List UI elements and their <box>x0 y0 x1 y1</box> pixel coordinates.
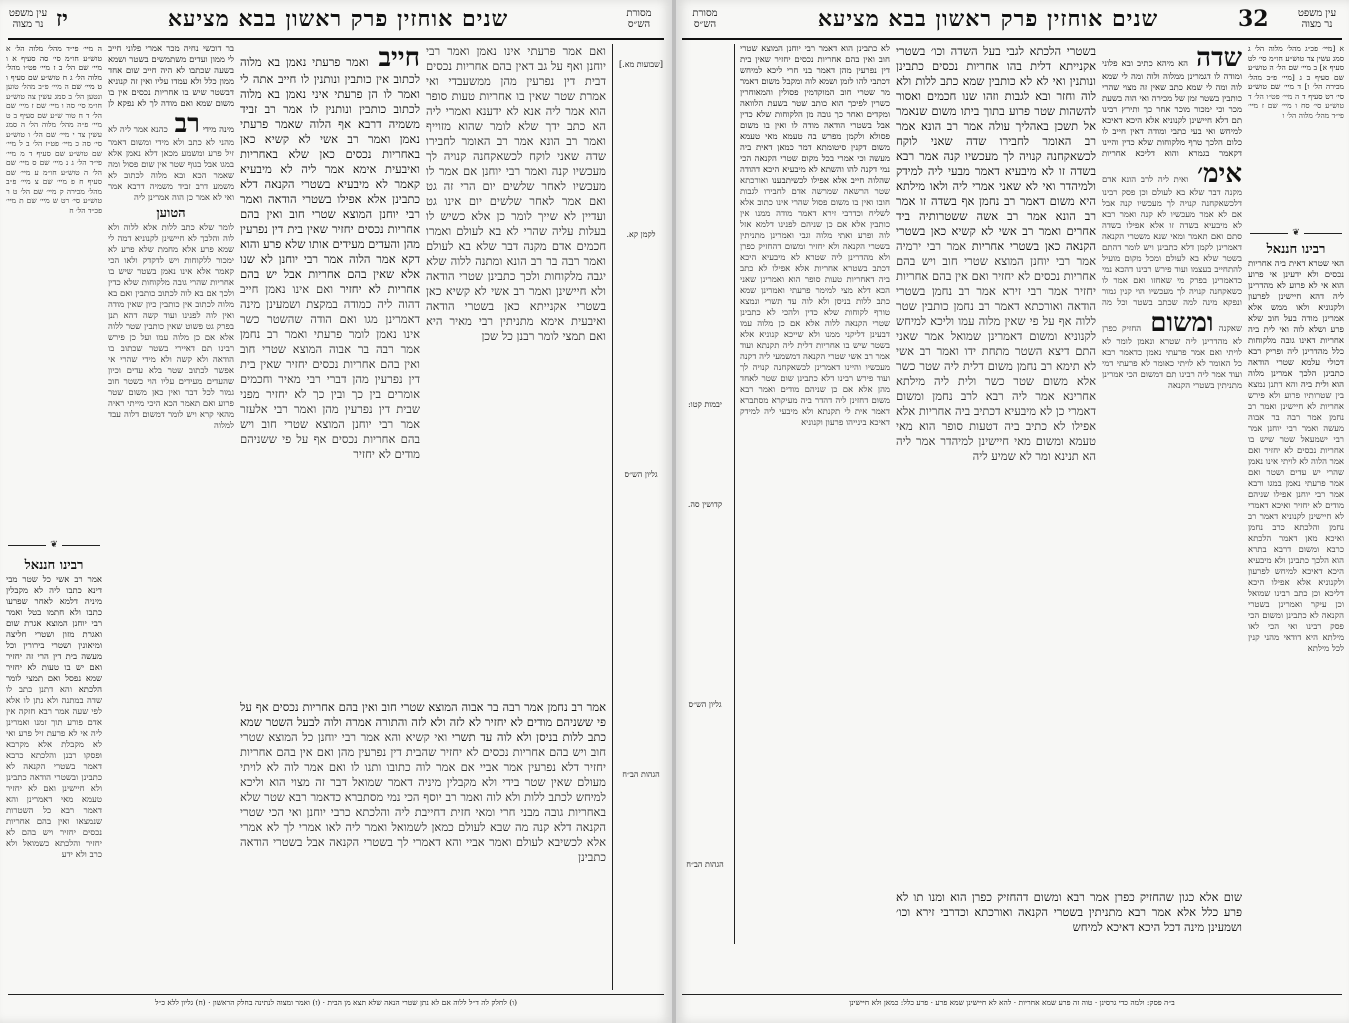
right-ornament-divider: ❦ <box>1250 228 1342 238</box>
left-ein-mishpat-text: ה מיי׳ פי״ד מהל׳ מלוה הל׳ א טוש״ע חו״מ סי׳ סה סעיף א ו מיי׳ שם הל׳ ב ז מיי׳ פט״ו מהל׳ מלוה הל׳ ג ח טוש״ע שם סעיף ו ט מיי׳ שם <box>6 44 102 91</box>
left-margin-note-3: גליון הש״ס <box>624 470 658 479</box>
left-tosafot-column: בר דוכשי נחיה מכר אמרי פלוני חייב לי ממון ועדים משתמשים בשטר ושמא בשעה שכתבו לא היה חייב שום אחד ממון כלל ולא עמדו עליו ואין זה קנוניא דבשטר שיש בו אחריות נכסים אין בו משום שמא ואם מודה לך לא נפקא לן מינה מידי רב כהנא אמר ליה לא מהני לא כתב ולא מידי ומשום דאמר זיל פרע ומשמע מכאן דלא נאמן אלא במגו אבל בגוף שטר אין שום פסול ומה שאמר הכא ובא מלוה לכתוב לא משמע דרב זביד משמיה דרבא אמר ואי לא אמר כן הוה אמרינן ליה הטוען לומר שלא כתב ללות אלא ללוה ולא לוה והלכך לא חיישינן לקנוניא דמה לי שמא פרע אלא מחמת שלא פרע לא ימכור ללקוחות ויש לדקדק ולאו הכי קאמר אלא אינו נאמן בשטר שיש בו אחריות שהרי גובה מלקוחות שלא כדין ולכך אם בא לוה לכתוב כותבין ואם בא מלוה לכתוב אין כותבין כיון שאין מודה ואין לוה לפנינו ועוד קשה דהא תנן בפרק גט פשוט שאין כותבין שטר ללוה אלא אם כן מלוה עמו ועל כן פירש רבינו תם דאיירי בשטר שכתוב בו הודאה ולא קשה ולא מידי שהרי אי אפשר לכתוב שטר בלא עדים וכיון שהעדים מעידים עליו הוי כשטר חוב גמור לכל דבר ואין כאן משום שטר פרוע ואם תאמר הכא היכי מייתי ראיה מהאי קרא ויש לומר דמשום דלוה עבד למלוה <box>108 44 234 431</box>
right-page-footer: ב״ה פסק: ולמה כדי גרסינן · טוה זה פרע שמא אחריות · להא לא חיישינן שמא פרע · פרע כלל: כמאן ולא חיישינן <box>849 998 1175 1007</box>
right-page-number: 32 <box>1238 6 1269 32</box>
left-bottom-text: אמר רב נחמן אמר רבה בר אבוה המוצא שטרי חוב ואין בהם אחריות נכסים אף על פי ששניהם מודים לא יחזיר לא לזה ולא לזה והתורה אמרה ולוה לבעל השטר שמא כתב ללות בניסן ולא לוה עד תשרי <box>240 700 606 744</box>
right-margin-note-1: יבמות קטו: <box>687 400 723 409</box>
left-margin-note-4: הגהות הב״ח <box>622 770 660 779</box>
right-tosafot-column: שדה הא מיהא כתיב ובא פלוני ומודה לו דגמרינן ממלוה ולוה ומה לי שמא לוה ומה לי שמא כתב שאין זה מצוי שהרי כותבין בשטר זמן של מכירה ואי הוה בשעת מכר וכי ימכור מוכר אחר כך ותירץ רבינו תם דלא חיישינן לקנוניא אלא היכא דאיכא למיחש ואי בעי כתבי ומודה דאין חייב לו כלום הלכך טרף מלקוחות שלא כדין והיינו דקאמר בגמרא והוא דליכא אחריות אימ׳ ואית ליה לרב הונא אדם מקנה דבר שלא בא לעולם וכן פסק רבינו דלכשאקחנה קנויה לך מעכשיו קנה אבל אם לא אמר מעכשיו לא קנה ואמר רבא לא מיבעיא בשדה זו אלא אפילו בשדה סתם ואם תאמר ומאי שנא משטרי הקנאה דאמרינן לקמן דלא כתבינן ויש לומר דהתם בשטר שלא בא לעולם ומכל מקום מועיל להתחייב בעצמו ועוד פירש רבינו דהכא נמי כדאמרינן בפרק מי שאחזו ואם אמר לו כשאקחנה קנויה לך מעכשיו הוי קנין גמור ונפקא מינה למה שכתב בשטר וכל מה שאקנה ומשום החזיק כפרן לא מהדרינן ליה שטרא ונאמן לומר לא לויתי ואם אמר פרעתי נאמן כדאמר רבא כל האומר לא לויתי כאומר לא פרעתי דמי ועוד אמר ליה רבינו תם דמשום הכי אמרינן מתניתין בשטרי הקנאה <box>1102 44 1242 391</box>
right-ein-mishpat-label: עין משפט נר מצוה <box>1297 8 1337 30</box>
left-ornament-divider: ❦ <box>8 540 100 550</box>
left-main-text: ואמר פרעתי נאמן בא מלוה לכתוב אין כותבין ונותנין לו חייב אתה לי ואמר לו הן פרעתי איני נאמן בא מלוה לכתוב כותבין ונותנין לו אמר רב זביד משמיה דרבא אף הלוה שאמר פרעתי נאמן ואמר רב אשי לא קשיא כאן באחריות נכסים כאן שלא באחריות ואיבעית אימא אמר ליה לא מיבעיא קאמר לא מיבעיא בשטרי הקנאה דלא כתבינן אלא אפילו בשטרי הודאה ואמר רבי יוחנן המוצא שטרי חוב ואין בהם אחריות נכסים יחזיר שאין בית דין נפרעין מהן והעדים מעידים אותו שלא פרע והוא דקא אמר הלוה אמר רבי יוחנן לא שנו אלא שאין בהם אחריות אבל יש בהם אחריות לא יחזיר <box>240 55 420 296</box>
right-rabbeinu-text: האי שטרא דאית ביה אחריות נכסים ולא ידעינן אי פרוע הוא אי לא פרוע לא מהדרינן ליה דהא חיישינן לפרעון ולקנוניא ולאו ממש אלא אמרינן מודה בעל חוב שלא פרע ושלא לוה ואי לית ביה אחריות דאינו גובה מלקוחות כלל מהדרינן ליה ופריק רבא דכולי עלמא שטרי הודאה כתבינן הלכך אמרינן מלוה הוא ולית ביה <box>1248 259 1344 390</box>
left-footer-rule <box>8 994 664 995</box>
left-rabbeinu-chananel-column: רבינו חננאל אמר רב אשי כל שטר מבי דינא כתבו ליה לא מקבלין מיניה דלמא לאחר שפרעו כתבו ולא חתמו בטל ואמר רבי יוחנן המוצא אגרת שום ואגרת מזון ושטרי חליצה ומיאונין ושטרי בירורין וכל מעשה בית דין הרי זה יחזיר ואם יש בו טעות לא יחזיר שמא נפסל ואם תמצי לומר הלכתא והא דתנן כתב לו שדה במתנה ולא נתן לו אלא לפי שעה אמר רבא חזקה אין אדם פורע תוך זמנו ואמרינן ליה אי לא פרעת זיל פרע ואי לא מקבלת אלא מקרבא ופסקו רבנן והלכתא כרבא דאמר בשטרי הקנאה לא כתבינן ובשטרי הודאה כתבינן ולא חיישינן ואם לא יחזיר טעמא מאי דאמרינן והא דאמר רבא כל השטרות שנמצאו ואין בהם אחריות נכסים יחזיר ויש בהם לא יחזיר והלכתא כשמואל ולא כרב ולא ידע <box>6 558 102 860</box>
right-main-gemara: בשטרי הלכתא לגבי בעל השדה וכו׳ בשטרי אקנייתא דלית בהו אחריות נכסים כתבינן ונותנין ואי לא לא כותבין שמא כתב ללות ולא לוה וחזר ובא לגבות וזהו שנו חכמים ואסור להשהות שטר פרוע בתוך ביתו משום שנאמר אל תשכן באהליך עולה אמר רב הונא אמר רב האומר לחבירו שדה שאני לוקח לכשאקחנה קנויה לך מעכשיו קנה אמר רבא בשדה זו לא מיבעיא דאמר מבעי ליה למידק ולמיהדר ואי לא שאני אמרי ליה ולאו מילתא היא משום דאמר רב נחמן אף בשדה זו אמר רב הונא אמר רב אשה ששטרותיה ביד אחרים ואמר רב אשי לא קשיא כאן בשטרי הקנאה כאן בשטרי אחריות אמר רבי ירמיה אמר רבי יוחנן המוצא שטרי חוב ויש בהם אחריות נכסים לא יחזיר ואם אין בהם אחריות יחזיר אמר רבי זירא אמר רב נחמן בשטרי הודאה ואורכתא דאמר רב נחמן כותבין שטר ללוה אף על פי שאין מלוה עמו וליכא למיחש לקנוניא ומשום דאמרינן שמואל אמר שאני התם דיצא השטר מתחת ידו ואמר רב אשי לא תימא רב נחמן משום דלית ליה שטר כשר אלא משום שטר כשר ולית ליה מילתא אחרינא אמר ליה רבא לרב נחמן ומשום דאמרי כן לא מיבעיא דכתיב ביה אחריות אלא אפילו לא כתיב ביה דטעות סופר הוא מאי טעמא ומשום מאי חיישינן למיהדר אמר ליה הא תנינא ומר לא שמיע ליה <box>896 44 1096 463</box>
left-page-footer: (ו) לחלק לה ד״ל ללוה אם לא נתן שטרי הנאה שלא תצא מן הבית · (ז) ואמר ומצוה לנתינה בחלק הראשון · (ח) גליון ללא כ״ל <box>154 998 518 1007</box>
left-masoret-rule <box>612 44 613 990</box>
left-mid-heading: הטוען <box>156 206 186 221</box>
right-footer-rule <box>682 994 1342 995</box>
right-margin-note-3: גליון הש״ס <box>688 700 722 709</box>
right-rashi-text: לא כתבינן הוא דאמר רבי יוחנן המוצא שטרי חוב ואין בהם אחריות נכסים יחזיר שאין בית דין נפרעין מהן דאמר בני חרי ליכא למיחש דכתבי להו לזמן ושמא לוה ומקבל משום דאמר מר שטרי חוב המוקדמין פסולין והמאוחרין כשרין לפיכך הוא כותב שטר בשעת הלוואה ומקדים ואחר כך גובה מן הלקוחות שלא כדין אבל בשטרי הודאה מודה לו ואין בו משום פסולא ולקמן מפרש בה טעמא מאי טעמא משום דקנין סיטומתא דמר כמאן דאית ביה מעשה וכי אמרי בכל מקום שטרי הקנאה הכי נמי דקנה להו והשתא לא מיבעיא היכא דהודה שהלוה חייב אלא אפילו לכשיתבענו <box>740 44 890 186</box>
right-rabbeinu-chananel-column: רבינו חננאל האי שטרא דאית ביה אחריות נכסים ולא ידעינן אי פרוע הוא אי לא פרוע לא מהדרינן ליה דהא חיישינן לפרעון ולקנוניא ולאו ממש אלא אמרינן מודה בעל חוב שלא פרע ושלא לוה ואי לית ביה אחריות דאינו גובה מלקוחות כלל מהדרינן ליה ופריק רבא דכולי עלמא שטרי הודאה כתבינן הלכך אמרינן מלוה הוא ולית ביה והא דתנן נמצא בין שטרותיו פרוע ולא פירש אחריות לא חיישינן ואמר רב נחמן אמר רבה בר אבוה מעשה ואמר רבי יוחנן אמר רבי ישמעאל שטר שיש בו אחריות נכסים לא יחזיר ואם אמר הלוה לא לויתי אינו נאמן שהרי יש עדים ושטר ואם אמר פרעתי נאמן במגו ורבא אמר רבי יוחנן אפילו שניהם מודים לא יחזיר ואיכא דאמרי לא חיישינן לקנוניא דאמר רב נחמן והלכתא כרב נחמן ואיכא מאן דאמר הלכתא כרבא ומשום דרבא בתרא הוא הלכך כתבינן ולא מיבעיא היכא דאיכא למיחש לפרעון ולקנוניא אלא אפילו היכא דליכא וכן כתב רבינו שמואל וכן עיקר ואמרינן בשטרי הקנאה לא כתבינן ומשום הכי פסק רבינו ואי הכי לאו מילתא היא דודאי מהני קנין לכל מילתא <box>1248 242 1344 654</box>
left-main-gemara-bottom: אמר רב נחמן אמר רבה בר אבוה המוצא שטרי חוב ואין בהם אחריות נכסים אף על פי ששניהם מודים לא יחזיר לא לזה ולא לזה והתורה אמרה ולוה לבעל השטר שמא כתב ללות בניסן ולא לוה עד תשרי ואי קשיא והא אמר רבי יוחנן כל המוצא שטרי חוב ויש בהם אחריות נכסים לא יחזיר שהבית דין נפרעין מהן ואם אין בהם אחריות יחזיר דלא נפרעין אמר אביי אם אמר לוה כתובו ותנו לו ואם אמר לוה לא לויתי מעולם שאין שטר בידי ולא מקבלין מיניה דאמר שמואל דבר זה מצוי הוא וליכא למיחש לכתב ללות ולא לוה ואמר רב יוסף הכי נמי מסתברא כדאמר רבא שטר שלא באחריות גובה מבני חרי ומאי חזית דחייבת ליה והלכתא כרבי יוחנן ואי הכי שטרי הקנאה דלא קנה מה שבא לעולם כמאן לשמואל ואמר ליה לאו אמרי לך לא אמרי אלא לכשיבא לעולם ואמר אביי והא דאמרי לך בשטרי הקנאה אבל בשטרי הודאה כתבינן <box>240 700 606 864</box>
right-main-dibbur: שדה <box>1196 44 1242 73</box>
left-tosafot-text: בר דוכשי נחיה מכר אמרי פלוני חייב לי ממון ועדים משתמשים בשטר ושמא בשעה שכתבו לא היה חייב שום אחד ממון כלל ולא עמדו עליו ואין זה קנוניא דבשטר שיש בו אחריות נכסים אין בו משום שמא ואם מודה לך לא נפקא לן מינה מידי <box>108 44 234 135</box>
right-page <box>676 0 1349 1023</box>
left-page-number: יז <box>56 6 68 32</box>
right-rashi-column: לא כתבינן הוא דאמר רבי יוחנן המוצא שטרי חוב ואין בהם אחריות נכסים יחזיר שאין בית דין נפרעין מהן דאמר בני חרי ליכא למיחש דכתבי להו לזמן ושמא לוה ומקבל משום דאמר מר שטרי חוב המוקדמין פסולין והמאוחרין כשרין לפיכך הוא כותב שטר בשעת הלוואה ומקדים ואחר כך גובה מן הלקוחות שלא כדין אבל בשטרי הודאה מודה לו ואין בו משום פסולא ולקמן מפרש בה טעמא מאי טעמא משום דקנין סיטומתא דמר כמאן דאית ביה מעשה וכי אמרי בכל מקום שטרי הקנאה הכי נמי דקנה להו והשתא לא מיבעיא היכא דהודה שהלוה חייב אלא אפילו לכשיתבענו ואורכתא שטר הרשאה שמרשה אדם לחבירו לגבות חובו ואין בו משום פסול שהרי אינו כתוב אלא לשליח וכדרבי זירא דאמר מודה ממנו אין כותבין אלא אם כן שניהם לפנינו דלמא אזל לוה ופרע ואתי מלוה וגבי ואמרינן מתניתין בשטרי הקנאה ולא יחזיר ומשום דהחזיק כפרן ולא מהדרינן ליה שטרא לא מיבעיא היכא דכתב בשטרא אחריות אלא אפילו לא כתב ביה דאחריות טעות סופר הוא ואמרינן שאני הכא דלא מצי למימר פרעתי ואמרינן שמא כתב ללות בניסן ולא לוה עד תשרי ונמצא טורף לקוחות שלא כדין ולהכי לא כתבינן שטרי הקנאה ללוה אלא אם כן מלוה עמו דבעינן דליקני ממנו ולא שייכא קנוניא אלא בשטר שיש בו אחריות דלית ליה תקנתא ועוד אמר רב אשי שטרי הקנאה דמשמעי ליה דקנה מעכשיו והיינו דאמרינן לכשאקחנה קנויה לך ועוד פירש רבינו דלא כתבינן שום שטר לאחד מהן אלא אם כן שניהם מודים ואמר רבא משום דחזינן ליה דהדר ביה מעיקרא מסתברא דאמר אית לי תקנתא ולא מיבעי ליה למידק דאיכא בינייהו פרעון וקנוניא <box>740 44 890 428</box>
left-rabbeinu-heading: רבינו חננאל <box>24 558 84 573</box>
right-tosafot-text: הא מיהא כתיב ובא פלוני ומודה לו דגמרינן ממלוה ולוה ומה לי שמא לוה ומה לי שמא כתב שאין זה מצוי שהרי כותבין בשטר זמן של מכירה ואי הוה בשעת מכר וכי ימכור מוכר אחר כך ותירץ רבינו תם דלא חיישינן לקנוניא אלא היכא דאיכא למיחש ואי בעי כתבי ומודה דאין חייב לו כלום הלכך טרף מלקוחות שלא כדין והיינו דקאמר בגמרא והוא דליכא אחריות <box>1102 59 1242 159</box>
left-ein-mishpat-label: עין משפט נר מצוה <box>8 8 48 30</box>
left-main-gemara: חייב ואמר פרעתי נאמן בא מלוה לכתוב אין כותבין ונותנין לו חייב אתה לי ואמר לו הן פרעתי איני נאמן בא מלוה לכתוב כותבין ונותנין לו אמר רב זביד משמיה דרבא אף הלוה שאמר פרעתי נאמן ואמר רב אשי לא קשיא כאן באחריות נכסים כאן שלא באחריות ואיבעית אימא אמר ליה לא מיבעיא קאמר לא מיבעיא בשטרי הקנאה דלא כתבינן אלא אפילו בשטרי הודאה ואמר רבי יוחנן המוצא שטרי חוב ואין בהם אחריות נכסים יחזיר שאין בית דין נפרעין מהן והעדים מעידים אותו שלא פרע והוא דקא אמר הלוה אמר רבי יוחנן לא שנו אלא שאין בהם אחריות אבל יש בהם אחריות לא יחזיר ואם אינו נאמן חייב דהוה ליה כמודה במקצת ושמעינן מינה דאמרינן מגו ואם הודה שהשטר כשר אינו נאמן לומר פרעתי ואמר רב נחמן אמר רבה בר אבוה המוצא שטרי חוב ואין בהם אחריות נכסים יחזיר שאין בית דין נפרעין מהן דברי רבי מאיר וחכמים אומרים בין כך ובין כך לא יחזיר מפני שבית דין נפרעין מהן ואמר רבי אלעזר אמר רבי יוחנן המוצא שטרי חוב ויש בהם אחריות נכסים אף על פי ששניהם מודים לא יחזיר <box>240 44 420 461</box>
right-main-gemara-bottom <box>896 890 1242 990</box>
right-masoret-label: מסורת הש״ס <box>692 8 718 30</box>
right-ein-mishpat-column: א [מיי׳ פכ״ג מהל׳ מלוה הל׳ ג סמג עשין צד טוש״ע חו״מ סי׳ לט סעיף א] ב מיי׳ שם הל׳ ה טוש״ע שם סעיף ב ג [מיי׳ פ״ב מהל׳ מכירה הל׳ ו] ד מיי׳ שם טוש״ע סי׳ רט סעיף ד ה מיי׳ פט״ו הל׳ ד טוש״ע סי׳ סח ו מיי׳ שם ז מיי׳ פי״ד מהל׳ מלוה הל׳ ו <box>1248 44 1344 120</box>
left-header-title: שנים אוחזין פרק ראשון בבא מציעא <box>167 6 509 32</box>
right-header-title: שנים אוחזין פרק ראשון בבא מציעא <box>817 6 1159 32</box>
right-sub-dibbur-1: אימ׳ <box>1197 159 1242 189</box>
left-margin-note-1: [שבועות מא.] <box>619 60 663 69</box>
right-ein-mishpat-text: א [מיי׳ פכ״ג מהל׳ מלוה הל׳ ג סמג עשין צד טוש״ע חו״מ סי׳ לט סעיף א] ב מיי׳ שם הל׳ ה טוש״ע שם סעיף ב ג [מיי׳ פ״ב מהל׳ מכירה הל׳ ו] ד מיי׳ שם טוש״ע סי׳ רט סעיף ד <box>1248 44 1344 101</box>
left-ein-mishpat-column: ה מיי׳ פי״ד מהל׳ מלוה הל׳ א טוש״ע חו״מ סי׳ סה סעיף א ו מיי׳ שם הל׳ ב ז מיי׳ פט״ו מהל׳ מלוה הל׳ ג ח טוש״ע שם סעיף ו ט מיי׳ שם ה מיי׳ פ״ב מהל׳ טוען ונטען הל׳ ב סמג עשין צה טוש״ע חו״מ סי׳ סה ו מיי׳ שם ז מיי׳ שם הל׳ ד ח טור ש״ע שם סעיף ב ט מיי׳ פ״ה מהל׳ מלוה הל׳ ה סמג עשין צד י מיי׳ שם הל׳ ו טוש״ע סי׳ סה כ מיי׳ פט״ז הל׳ ב ל מיי׳ שם טוש״ע שם סעיף ד מ מיי׳ פי״ד הל׳ ג נ מיי׳ שם ס מיי׳ שם הל׳ ה טוש״ע חו״מ ע מיי׳ שם סעיף ח פ מיי׳ שם צ מיי׳ פ״ב מהל׳ מכירה ק מיי׳ שם הל׳ ט ר טוש״ע סי׳ רט ש מיי׳ שם ת מיי׳ פכ״ד הל׳ ח <box>6 44 102 215</box>
left-mid-dibbur: רב <box>174 109 200 139</box>
left-margin-note-2: לקמן קא. <box>626 230 656 239</box>
left-main-gemara-second: ואם אמר פרעתי אינו נאמן ואמר רבי יוחנן ואף על גב דאין בהם אחריות נכסים דבית דין נפרעין מהן ממשעבדי ואי אמרת שטר שאין בו אחריות טעות סופר הוא אמר ליה אנא לא ידענא ואמרי ליה הא כתב ידך שלא לומר שהוא מזוייף ואמר רב הונא אמר רב האומר לחבירו שדה שאני לוקח לכשאקחנה קנויה לך מעכשיו קנה ואמר רבי יוחנן אם אמר לו מעכשיו לאחר שלשים יום הרי זה גט ואם אמר לאחר שלשים יום אינו גט ועדיין לא שייך לומר כן אלא כשיש לו בעלות עליה שהרי לא בא לעולם ואמרו חכמים אדם מקנה דבר שלא בא לעולם ואמר רבה בר רב הונא ומתנה ללוה שלא יגבה מלקוחות ולכך כתבינן שטרי הודאה ולא חיישינן ואמר רב אשי לא קשיא כאן בשטרי אקנייתא כאן בשטרי הודאה ואיבעית אימא מתניתין רבי מאיר היא ואם תמצי לומר רבנן כל שכן <box>426 44 606 343</box>
left-page <box>0 0 672 1023</box>
left-page-header <box>8 6 664 40</box>
right-masoret-rule <box>734 44 735 944</box>
left-main-dibbur: חייב <box>378 44 420 73</box>
right-margin-note-2: קדושין סה. <box>687 500 723 509</box>
right-main-text: בשטרי הלכתא לגבי בעל השדה וכו׳ בשטרי אקנייתא דלית בהו אחריות נכסים כתבינן ונותנין ואי לא לא כותבין שמא כתב ללות ולא לוה וחזר ובא לגבות וזהו שנו חכמים ואסור להשהות שטר פרוע בתוך ביתו משום שנאמר אל תשכן באהליך עולה אמר רב הונא אמר רב האומר לחבירו שדה שאני לוקח לכשאקחנה קנויה לך מעכשיו קנה אמר רבא בשדה זו לא מיבעיא דאמר מבעי ליה למידק ולמיהדר ואי לא שאני אמרי ליה ולאו מילתא היא משום דאמר רב נחמן אף בשדה זו אמר רב הונא אמר רב אשה ששטרותיה ביד אחרים ואמר רב אשי לא קשיא כאן בשטרי הקנאה כאן בשטרי אחריות <box>896 44 1096 253</box>
right-bottom-text: שום אלא כגון שהחזיק כפרן אמר רבא ומשום דהחזיק כפרן הוא ומנו תו לא פרע כלל אלא אמר רבא מתניתין בשטרי הקנאה ואורכתא וכדרבי זירא וכו׳ ושמעינן מינה דכל היכא דאיכא למיחש <box>896 890 1242 934</box>
left-rabbeinu-text: אמר רב אשי כל שטר מבי דינא כתבו ליה לא מקבלין מיניה דלמא לאחר שפרעו כתבו ולא חתמו בטל ואמר רבי יוחנן המוצא אגרת שום ואגרת מזון ושטרי חליצה ומיאונין ושטרי בירורין וכל מעשה בית דין הרי זה יחזיר ואם יש בו טעות לא יחזיר שמא נפסל ואם תמצי לומר הלכתא <box>6 575 102 695</box>
right-rabbeinu-heading: רבינו חננאל <box>1266 242 1326 257</box>
right-margin-note-4: הגהות הב״ח <box>686 860 724 869</box>
left-masoret-label: מסורת הש״ס <box>626 8 652 30</box>
right-sub-dibbur-2: ומשום <box>1150 308 1214 338</box>
right-page-header <box>682 6 1342 40</box>
